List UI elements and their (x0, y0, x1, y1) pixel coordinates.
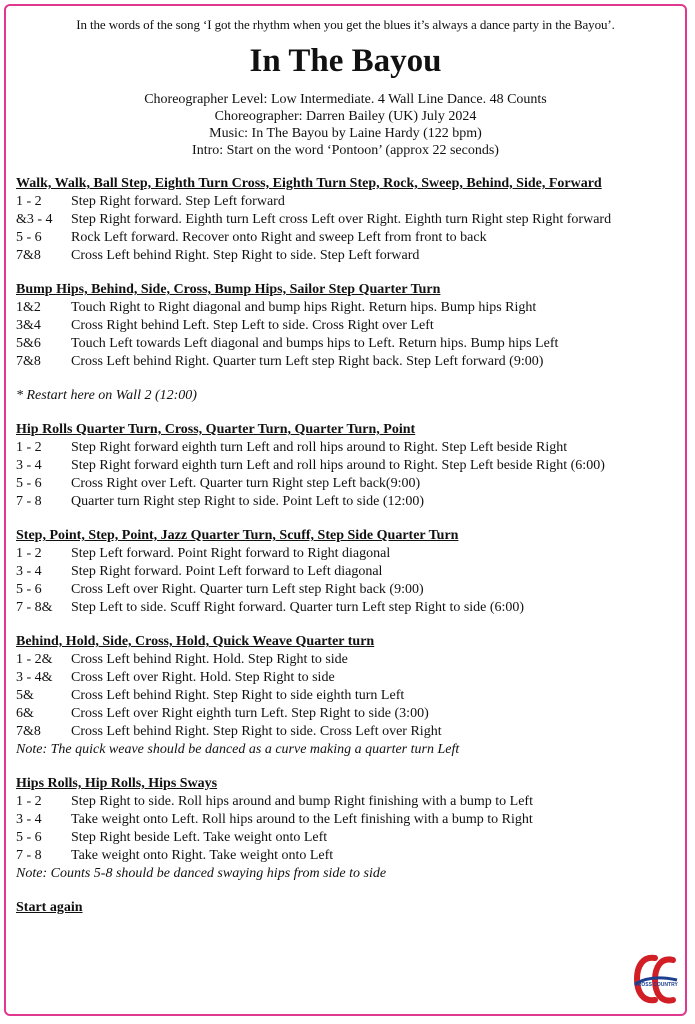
step-text: Step Left to side. Scuff Right forward. Quarter turn Left step Right to side (6:00) (71, 600, 525, 615)
step-text: Step Right forward eighth turn Left and roll hips around to Right. Step Left beside Right (71, 440, 568, 455)
section-heading: Bump Hips, Behind, Side, Cross, Bump Hips, Sailor Step Quarter Turn (16, 282, 441, 297)
step-count: 7&8 (16, 354, 41, 369)
section-2 (16, 281, 685, 371)
section-heading: Behind, Hold, Side, Cross, Hold, Quick Weave Quarter turn (16, 634, 375, 649)
step-row (16, 811, 685, 829)
step-text: Cross Right over Left. Quarter turn Right step Left back(9:00) (71, 476, 421, 491)
step-count: 3 - 4 (16, 812, 42, 827)
step-row (16, 687, 685, 705)
dance-title: In The Bayou (249, 43, 442, 79)
step-row (16, 651, 685, 669)
step-count: 5& (16, 688, 34, 703)
step-count: 5 - 6 (16, 582, 42, 597)
start-again: Start again (16, 900, 83, 915)
section-1 (16, 175, 685, 265)
step-text: Cross Left over Right eighth turn Left. Step Right to side (3:00) (71, 706, 429, 721)
step-text: Quarter turn Right step Right to side. Point Left to side (12:00) (71, 494, 425, 509)
step-count: 3&4 (16, 318, 41, 333)
step-count: &3 - 4 (16, 212, 53, 227)
step-count: 5&6 (16, 336, 41, 351)
step-text: Cross Left over Right. Hold. Step Right to side (71, 670, 335, 685)
step-count: 1 - 2 (16, 546, 42, 561)
step-text: Take weight onto Right. Take weight onto Left (71, 848, 334, 863)
info-intro: Intro: Start on the word ‘Pontoon’ (approx 22 seconds) (192, 143, 499, 158)
step-row (16, 705, 685, 723)
logo-text: CROSS COUNTRY (634, 982, 678, 988)
section-4 (16, 527, 685, 617)
step-text: Touch Left towards Left diagonal and bumps hips to Left. Return hips. Bump hips Left (71, 336, 559, 351)
step-count: 5 - 6 (16, 476, 42, 491)
step-text: Step Right to side. Roll hips around and bump Right finishing with a bump to Left (71, 794, 533, 809)
section-3 (16, 421, 685, 511)
step-row (16, 793, 685, 811)
step-count: 1 - 2 (16, 794, 42, 809)
step-sheet (4, 4, 687, 1016)
step-text: Cross Left behind Right. Hold. Step Right to side (71, 652, 348, 667)
step-text: Touch Right to Right diagonal and bump hips Right. Return hips. Bump hips Right (71, 300, 537, 315)
step-text: Step Right beside Left. Take weight onto Left (71, 830, 328, 845)
step-count: 3 - 4& (16, 670, 53, 685)
step-row (16, 193, 685, 211)
step-row (16, 545, 685, 563)
step-row (16, 335, 685, 353)
step-text: Cross Left behind Right. Step Right to side. Cross Left over Right (71, 724, 442, 739)
step-text: Cross Left behind Right. Step Right to side. Step Left forward (71, 248, 420, 263)
step-count: 1 - 2& (16, 652, 53, 667)
step-row (16, 457, 685, 475)
info-music: Music: In The Bayou by Laine Hardy (122 bpm) (209, 126, 482, 141)
step-count: 1&2 (16, 300, 41, 315)
step-count: 7 - 8& (16, 600, 53, 615)
section-5 (16, 633, 685, 759)
step-row (16, 317, 685, 335)
step-text: Cross Right behind Left. Step Left to side. Cross Right over Left (71, 318, 434, 333)
info-level: Choreographer Level: Low Intermediate. 4 Wall Line Dance. 48 Counts (144, 92, 547, 107)
step-count: 1 - 2 (16, 440, 42, 455)
step-text: Rock Left forward. Recover onto Right and sweep Left from front to back (71, 230, 487, 245)
step-row (16, 599, 685, 617)
step-row (16, 299, 685, 317)
step-count: 7 - 8 (16, 494, 42, 509)
step-text: Cross Left behind Right. Quarter turn Left step Right back. Step Left forward (9:00) (71, 354, 544, 369)
step-text: Step Left forward. Point Right forward to Right diagonal (71, 546, 391, 561)
section-note: Note: The quick weave should be danced as a curve making a quarter turn Left (16, 742, 460, 757)
step-count: 1 - 2 (16, 194, 42, 209)
restart-note: * Restart here on Wall 2 (12:00) (16, 388, 197, 403)
step-count: 7&8 (16, 724, 41, 739)
section-note: Note: Counts 5-8 should be danced swaying hips from side to side (16, 866, 387, 881)
dance-info (6, 91, 685, 159)
step-row (16, 211, 685, 229)
step-row (16, 847, 685, 865)
step-text: Step Right forward eighth turn Left and roll hips around to Right. Step Left beside Right (6:00) (71, 458, 605, 473)
step-row (16, 229, 685, 247)
section-heading: Hips Rolls, Hip Rolls, Hips Sways (16, 776, 218, 791)
step-row (16, 247, 685, 265)
step-count: 6& (16, 706, 34, 721)
section-6 (16, 775, 685, 883)
step-row (16, 439, 685, 457)
step-row (16, 475, 685, 493)
step-count: 3 - 4 (16, 458, 42, 473)
section-heading: Hip Rolls Quarter Turn, Cross, Quarter Turn, Quarter Turn, Point (16, 422, 416, 437)
step-count: 3 - 4 (16, 564, 42, 579)
step-row (16, 563, 685, 581)
step-row (16, 353, 685, 371)
step-text: Cross Left over Right. Quarter turn Left step Right back (9:00) (71, 582, 424, 597)
step-row (16, 829, 685, 847)
step-count: 5 - 6 (16, 230, 42, 245)
step-count: 7 - 8 (16, 848, 42, 863)
step-text: Step Right forward. Eighth turn Left cross Left over Right. Eighth turn Right step Right forward (71, 212, 612, 227)
step-text: Step Right forward. Point Left forward to Left diagonal (71, 564, 383, 579)
section-heading: Step, Point, Step, Point, Jazz Quarter Turn, Scuff, Step Side Quarter Turn (16, 528, 459, 543)
info-choreographer: Choreographer: Darren Bailey (UK) July 2024 (214, 109, 477, 124)
step-row (16, 493, 685, 511)
section-heading: Walk, Walk, Ball Step, Eighth Turn Cross, Eighth Turn Step, Rock, Sweep, Behind, Side, Forward (16, 176, 602, 191)
step-row (16, 669, 685, 687)
step-text: Step Right forward. Step Left forward (71, 194, 285, 209)
step-text: Cross Left behind Right. Step Right to side eighth turn Left (71, 688, 405, 703)
step-text: Take weight onto Left. Roll hips around to the Left finishing with a bump to Right (71, 812, 533, 827)
step-row (16, 581, 685, 599)
step-row (16, 723, 685, 741)
cross-country-logo (633, 950, 679, 1008)
song-quote: In the words of the song ‘I got the rhythm when you get the blues it’s always a dance party in the Bayou’. (76, 17, 615, 32)
step-count: 5 - 6 (16, 830, 42, 845)
step-count: 7&8 (16, 248, 41, 263)
